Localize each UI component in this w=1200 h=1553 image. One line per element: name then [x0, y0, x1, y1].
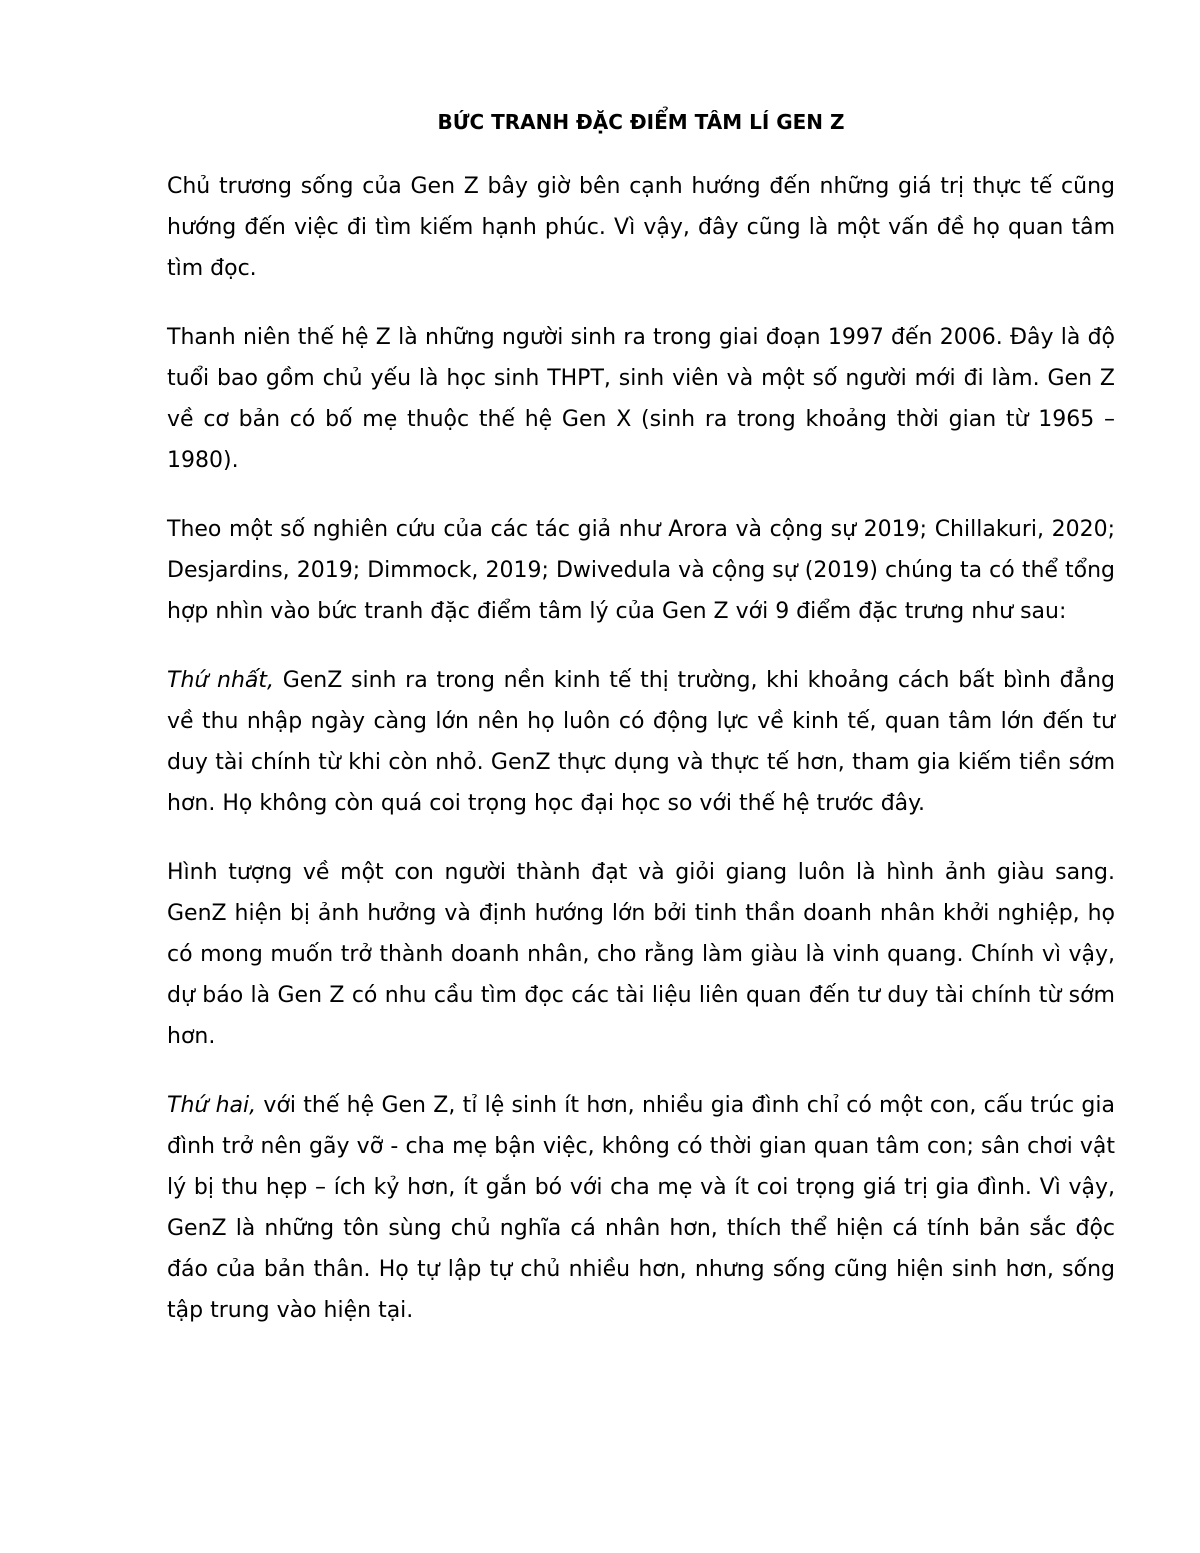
paragraph-first-trait — [167, 660, 1115, 824]
paragraph-text: Chủ trương sống của Gen Z bây giờ bên cạnh hướng đến những giá trị thực tế cũng hướng đến việc đi tìm kiếm hạnh phúc. Vì vậy, đây cũng là một vấn đề họ quan tâm tìm đọc. — [167, 174, 1115, 281]
paragraph-lead: Thứ nhất, — [167, 668, 275, 693]
paragraph-text: Theo một số nghiên cứu của các tác giả như Arora và cộng sự 2019; Chillakuri, 2020; Desjardins, 2019; Dimmock, 2019; Dwivedula và cộng sự (2019) chúng ta có thể tổng hợp nhìn vào bức tranh đặc điểm tâm lý của Gen Z với 9 điểm đặc trưng như sau: — [167, 517, 1115, 624]
document-page — [167, 108, 1115, 1331]
paragraph-gen-z-definition — [167, 317, 1115, 481]
paragraph-text: Hình tượng về một con người thành đạt và giỏi giang luôn là hình ảnh giàu sang. GenZ hiện bị ảnh hưởng và định hướng lớn bởi tinh thần doanh nhân khởi nghiệp, họ có mong muốn trở thành doanh nhân, cho rằng làm giàu là vinh quang. Chính vì vậy, dự báo là Gen Z có nhu cầu tìm đọc các tài liệu liên quan đến tư duy tài chính từ sớm hơn. — [167, 860, 1115, 1049]
paragraph-text: với thế hệ Gen Z, tỉ lệ sinh ít hơn, nhiều gia đình chỉ có một con, cấu trúc gia đình trở nên gãy vỡ - cha mẹ bận việc, không có thời gian quan tâm con; sân chơi vật lý bị thu hẹp – ích kỷ hơn, ít gắn bó với cha mẹ và ít coi trọng giá trị gia đình. Vì vậy, GenZ là những tôn sùng chủ nghĩa cá nhân hơn, thích thể hiện cá tính bản sắc độc đáo của bản thân. Họ tự lập tự chủ nhiều hơn, nhưng sống cũng hiện sinh hơn, sống tập trung vào hiện tại. — [167, 1093, 1115, 1323]
paragraph-text: Thanh niên thế hệ Z là những người sinh ra trong giai đoạn 1997 đến 2006. Đây là độ tuổi bao gồm chủ yếu là học sinh THPT, sinh viên và một số người mới đi làm. Gen Z về cơ bản có bố mẹ thuộc thế hệ Gen X (sinh ra trong khoảng thời gian từ 1965 – 1980). — [167, 325, 1115, 473]
paragraph-success-image — [167, 852, 1115, 1057]
paragraph-research-summary — [167, 509, 1115, 632]
paragraph-intro — [167, 166, 1115, 289]
paragraph-lead: Thứ hai, — [167, 1093, 257, 1118]
paragraph-second-trait — [167, 1085, 1115, 1331]
document-title: BỨC TRANH ĐẶC ĐIỂM TÂM LÍ GEN Z — [437, 110, 845, 134]
paragraph-text: GenZ sinh ra trong nền kinh tế thị trường, khi khoảng cách bất bình đẳng về thu nhập ngày càng lớn nên họ luôn có động lực về kinh tế, quan tâm lớn đến tư duy tài chính từ khi còn nhỏ. GenZ thực dụng và thực tế hơn, tham gia kiếm tiền sớm hơn. Họ không còn quá coi trọng học đại học so với thế hệ trước đây. — [167, 668, 1115, 816]
